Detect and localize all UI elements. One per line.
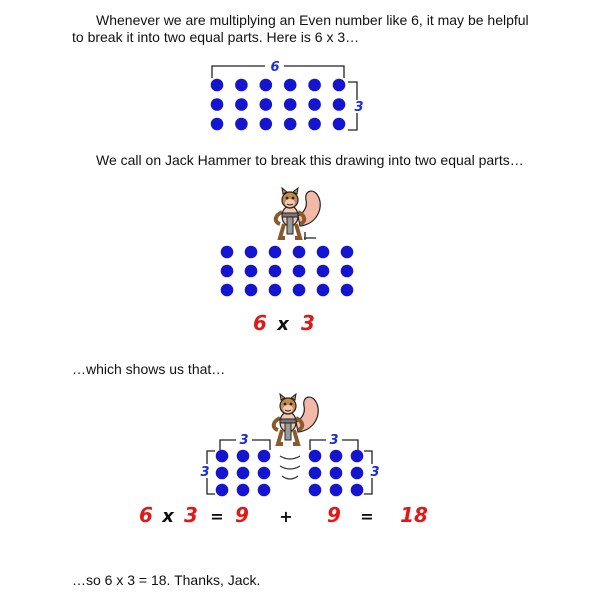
equation-equals-1: =: [210, 507, 224, 526]
dot: [260, 79, 273, 92]
dot: [260, 98, 273, 111]
dot: [351, 484, 364, 497]
equation-result: 18: [400, 503, 428, 527]
dot: [260, 118, 273, 131]
figure3-right-top-label: 3: [329, 433, 339, 448]
dot: [216, 450, 229, 463]
figure2-dot-array: [221, 246, 354, 297]
dot: [235, 98, 248, 111]
dot: [351, 467, 364, 480]
figure2-times: x: [277, 314, 289, 335]
equation-factor-b: 3: [184, 503, 198, 527]
figure1: [211, 60, 364, 130]
dot: [211, 79, 224, 92]
figure2-crack: [304, 232, 316, 240]
dot: [269, 284, 282, 297]
dot: [293, 284, 306, 297]
figure1-side-label: 3: [354, 100, 364, 115]
dot: [341, 246, 354, 259]
dot: [293, 246, 306, 259]
figure3-equation: [139, 503, 428, 527]
dot: [317, 284, 330, 297]
dot: [221, 246, 234, 259]
dot: [258, 467, 271, 480]
dot: [258, 450, 271, 463]
dot: [237, 467, 250, 480]
figure3-right-dot-array: [309, 450, 364, 497]
dot: [211, 118, 224, 131]
dot: [330, 484, 343, 497]
squirrel-jack-hammer-icon: [276, 188, 321, 238]
dot: [216, 467, 229, 480]
dot: [284, 118, 297, 131]
equation-times: x: [162, 506, 174, 527]
figure3-left-top-label: 3: [239, 433, 249, 448]
figure3: [139, 394, 428, 527]
equation-part-2: 9: [327, 503, 341, 527]
dot: [284, 98, 297, 111]
dot: [258, 484, 271, 497]
dot: [293, 265, 306, 278]
figure2-factor-a: 6: [253, 311, 267, 335]
intro-paragraph: Whenever we are multiplying an Even number like 6, it may be helpful to break it into two equal parts. Here is 6 x 3…: [72, 12, 529, 45]
figure1-top-label: 6: [270, 60, 280, 75]
dot: [235, 118, 248, 131]
figure3-right-side-label: 3: [370, 465, 380, 480]
dot: [308, 79, 321, 92]
dot: [333, 98, 346, 111]
equation-factor-a: 6: [139, 503, 153, 527]
dot: [330, 467, 343, 480]
dot: [317, 246, 330, 259]
dot: [216, 484, 229, 497]
dot: [245, 284, 258, 297]
dot: [333, 118, 346, 131]
dot: [309, 450, 322, 463]
figure3-left-dot-array: [216, 450, 271, 497]
dot: [341, 265, 354, 278]
figure2-factor-b: 3: [301, 311, 315, 335]
dot: [309, 484, 322, 497]
dot: [235, 79, 248, 92]
dot: [221, 265, 234, 278]
dot: [317, 265, 330, 278]
figure3-left-side-label: 3: [200, 465, 210, 480]
dot: [221, 284, 234, 297]
dot: [330, 450, 343, 463]
dot: [308, 98, 321, 111]
dot: [237, 450, 250, 463]
dot: [211, 98, 224, 111]
dot: [333, 79, 346, 92]
equation-part-1: 9: [235, 503, 249, 527]
dot: [309, 467, 322, 480]
dot: [245, 246, 258, 259]
figure1-dot-array: [211, 79, 346, 131]
figure3-split-marks: [280, 456, 300, 479]
call-paragraph: We call on Jack Hammer to break this drawing into two equal parts…: [96, 152, 524, 168]
equation-plus: +: [279, 507, 293, 526]
dot: [341, 284, 354, 297]
dot: [284, 79, 297, 92]
shows-paragraph: …which shows us that…: [72, 361, 226, 377]
conclusion-paragraph: …so 6 x 3 = 18. Thanks, Jack.: [72, 572, 261, 588]
dot: [237, 484, 250, 497]
dot: [245, 265, 258, 278]
dot: [269, 265, 282, 278]
dot: [351, 450, 364, 463]
equation-equals-2: =: [360, 507, 374, 526]
dot: [269, 246, 282, 259]
figure2: [221, 188, 354, 335]
squirrel-jack-hammer-icon: [274, 394, 319, 444]
dot: [308, 118, 321, 131]
